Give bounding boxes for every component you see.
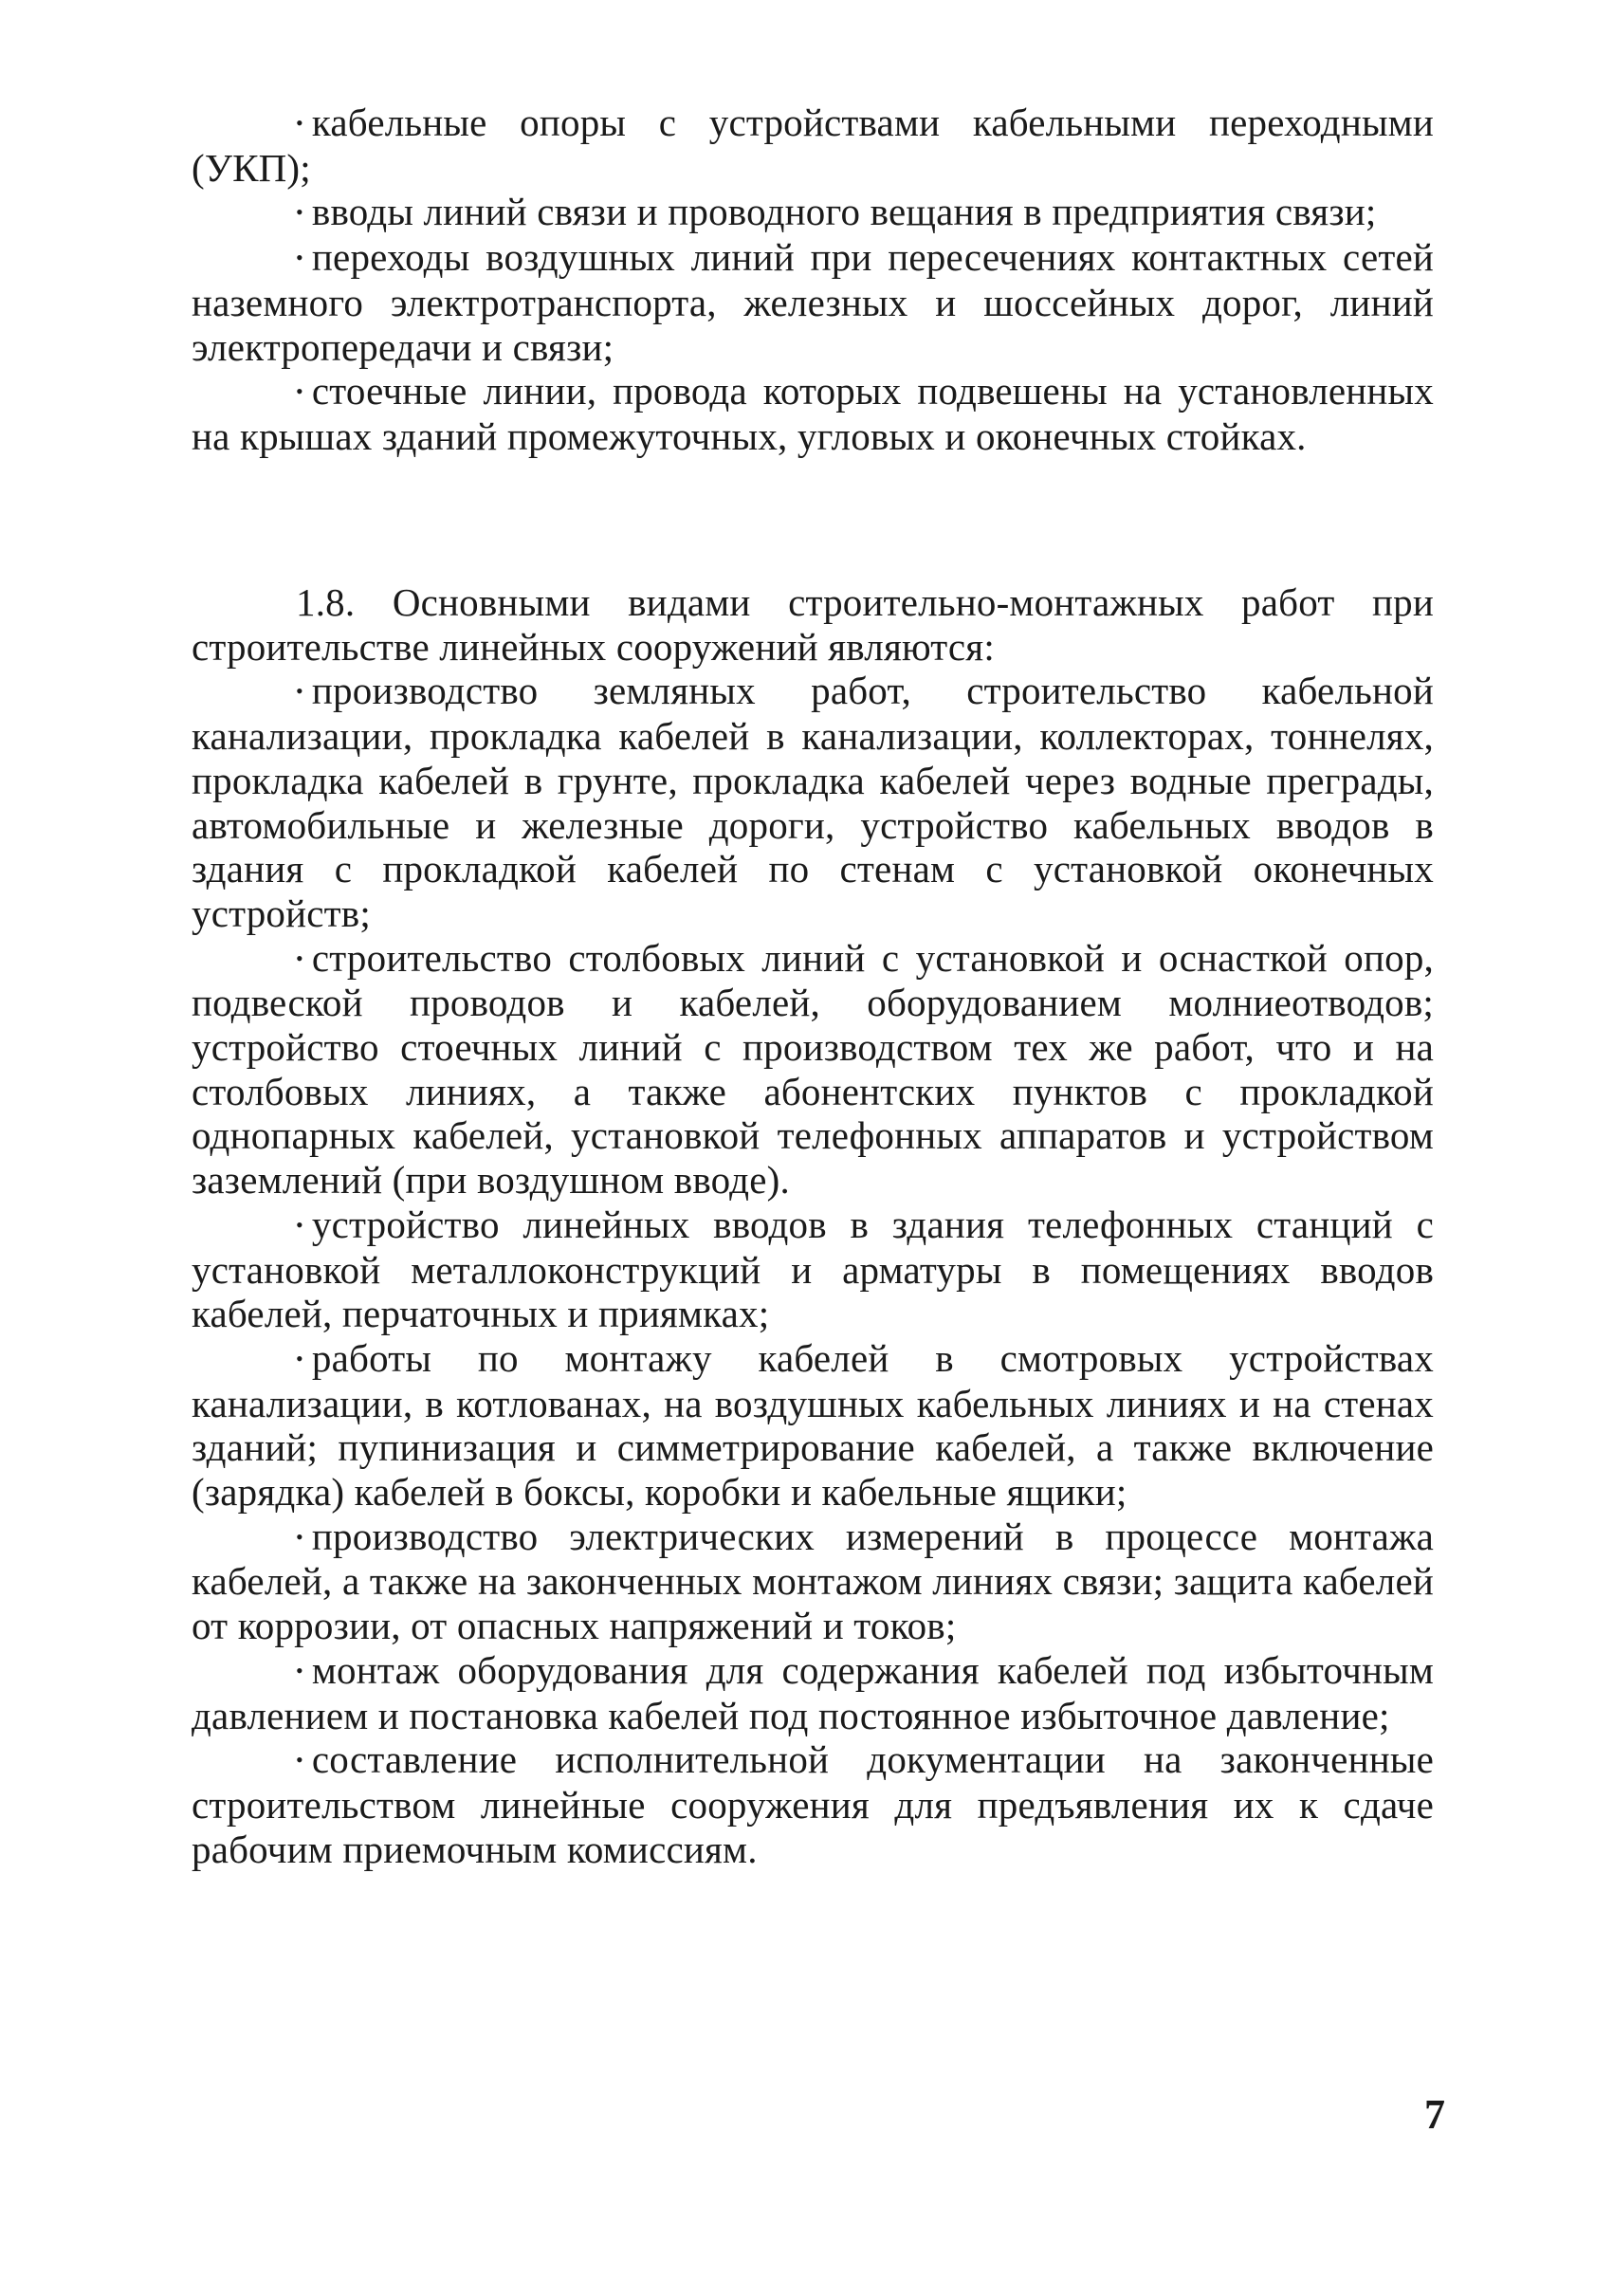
bullet-text: переходы воздушных линий при пересечениях контактных сетей наземного электротранспорта, железных и шоссейных дорог, линий электропередачи и связи; [192,235,1434,369]
section-a-list [192,101,1434,459]
bullet-text: кабельные опоры с устройствами кабельными переходными (УКП); [192,101,1434,190]
bullet-paragraph [192,190,1434,235]
bullet-text: вводы линий связи и проводного вещания в предприятия связи; [311,190,1377,234]
bullet-text: монтаж оборудования для содержания кабелей под избыточным давлением и постановка кабелей под постоянное избыточное давление; [192,1647,1434,1737]
bullet-icon: • [296,200,303,225]
bullet-text: строительство столбовых линий с установкой и оснасткой опор, подвеской проводов и кабелей, оборудованием молниеотводов; устройство стоечных линий с производством тех же работ, что и на столбовых линиях, а также абонентских пунктов с прокладкой однопарных кабелей, установкой телефонных аппаратов и устройством заземлений (при воздушном вводе). [192,935,1434,1203]
bullet-text: составление исполнительной документации на законченные строительством линейные сооружения для предъявления их к сдаче рабочим приемочным комиссиям. [192,1737,1434,1871]
bullet-icon: • [296,379,303,404]
bullet-paragraph [192,1515,1434,1648]
bullet-icon: • [296,111,303,135]
bullet-icon: • [296,1658,303,1682]
bullet-text: производство электрических измерений в процессе монтажа кабелей, а также на законченных монтажом линиях связи; защита кабелей от коррозии, от опасных напряжений и токов; [192,1514,1434,1648]
bullet-text: устройство линейных вводов в здания телефонных станций с установкой металлоконструкций и арматуры в помещениях вводов кабелей, перчаточных и приямках; [192,1202,1434,1336]
bullet-icon: • [296,1748,303,1773]
bullet-text: производство земляных работ, строительство кабельной канализации, прокладка кабелей в канализации, коллекторах, тоннелях, прокладка кабелей в грунте, прокладка кабелей через водные преграды, автомобильные и железные дороги, устройство кабельных вводов в здания с прокладкой кабелей по стенам с установкой оконечных устройств; [192,669,1434,935]
bullet-paragraph [192,669,1434,935]
section-lead-paragraph: 1.8. Основными видами строительно-монтажных работ при строительстве линейных сооружений являются: [192,580,1434,669]
bullet-paragraph [192,1737,1434,1871]
bullet-paragraph [192,1648,1434,1737]
bullet-paragraph [192,1336,1434,1515]
bullet-icon: • [296,1212,303,1237]
bullet-icon: • [296,1524,303,1549]
bullet-icon: • [296,246,303,270]
bullet-icon: • [296,1346,303,1370]
bullet-text: стоечные линии, провода которых подвешены на установленных на крышах зданий промежуточных, угловых и оконечных стойках. [192,369,1434,458]
bullet-paragraph [192,1203,1434,1336]
section-b [192,580,1434,1871]
page-number: 7 [1424,2091,1445,2138]
bullet-paragraph [192,101,1434,190]
bullet-paragraph [192,936,1434,1203]
bullet-text: работы по монтажу кабелей в смотровых устройствах канализации, в котлованах, на воздушных кабельных линиях и на стенах зданий; пупинизация и симметрирование кабелей, а также включение (зарядка) кабелей в боксы, коробки и кабельные ящики; [192,1335,1434,1515]
bullet-paragraph [192,235,1434,369]
bullet-icon: • [296,679,303,704]
bullet-paragraph [192,369,1434,458]
bullet-icon: • [296,946,303,970]
